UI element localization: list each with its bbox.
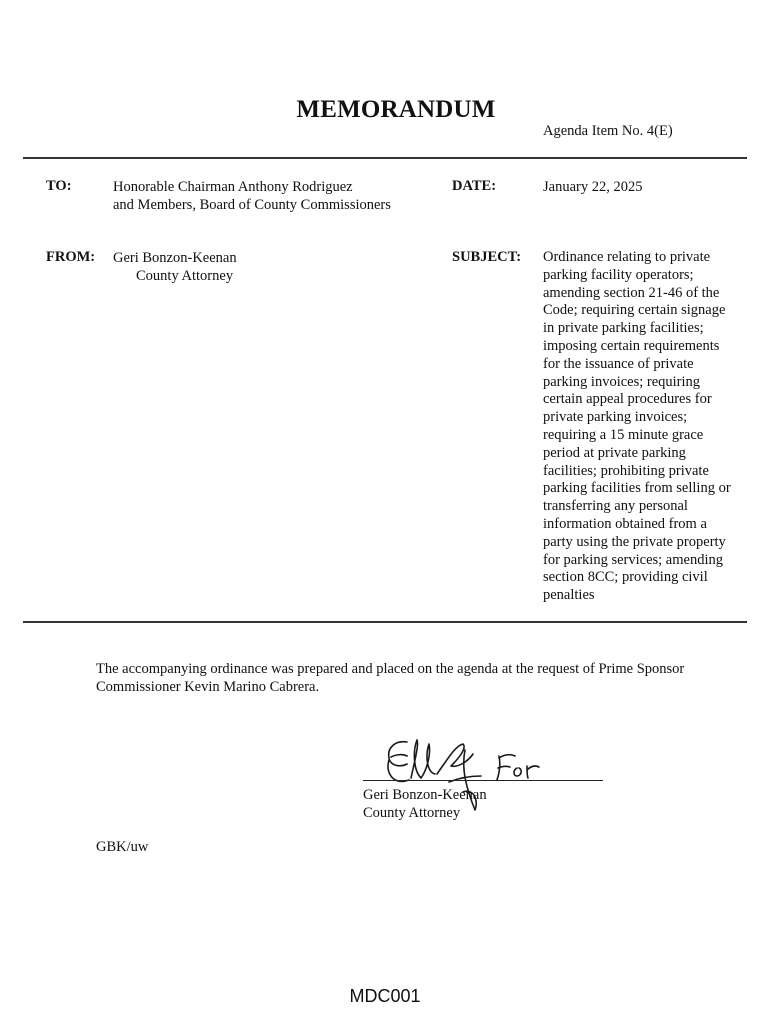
subject-text [543,249,731,605]
signatory-title: County Attorney [363,805,461,821]
from-line: County Attorney [136,268,234,284]
from-label: FROM: [46,249,96,265]
body-divider [23,621,747,623]
subject-line: parking facility operators; [543,266,694,283]
typist-initials: GBK/uw [96,839,149,855]
from-sender [113,249,237,285]
memo-title: MEMORANDUM [296,96,496,123]
subject-line: for parking services; amending [543,551,723,568]
subject-line: private parking invoices; [543,409,688,426]
date-label: DATE: [452,178,497,194]
header-divider [23,157,747,159]
subject-line: certain appeal procedures for [543,391,712,408]
subject-line: amending section 21-46 of the [543,284,720,301]
footer-code: MDC001 [349,986,421,1006]
signature-line [363,780,603,781]
subject-line: Ordinance relating to private [543,249,711,265]
subject-line: imposing certain requirements [543,337,720,354]
signatory-name: Geri Bonzon-Keenan [363,787,487,803]
subject-line: for the issuance of private [543,355,694,372]
subject-line: transferring any personal [543,498,688,515]
subject-line: section 8CC; providing civil [543,569,708,586]
subject-line: facilities; prohibiting private [543,462,709,479]
subject-line: in private parking facilities; [543,320,704,337]
subject-line: penalties [543,587,595,604]
subject-line: Code; requiring certain signage [543,302,726,319]
to-line: and Members, Board of County Commissioners [113,197,391,213]
date-value: January 22, 2025 [543,179,643,195]
subject-line: requiring a 15 minute grace [543,426,704,443]
subject-line: parking invoices; requiring [543,373,701,390]
subject-line: party using the private property [543,533,726,550]
body-line: The accompanying ordinance was prepared and placed on the agenda at the request of Prime Sponsor [96,661,685,677]
to-label: TO: [46,178,72,194]
subject-line: parking facilities from selling or [543,480,731,497]
subject-label: SUBJECT: [452,249,522,265]
subject-line: information obtained from a [543,515,707,532]
subject-line: period at private parking [543,444,686,461]
to-recipients [113,178,391,214]
memo-body [96,660,684,696]
signatory-block [363,786,487,822]
agenda-item-number: Agenda Item No. 4(E) [543,123,673,139]
body-line: Commissioner Kevin Marino Cabrera. [96,679,320,695]
from-line: Geri Bonzon-Keenan [113,250,237,266]
to-line: Honorable Chairman Anthony Rodriguez [113,179,353,195]
